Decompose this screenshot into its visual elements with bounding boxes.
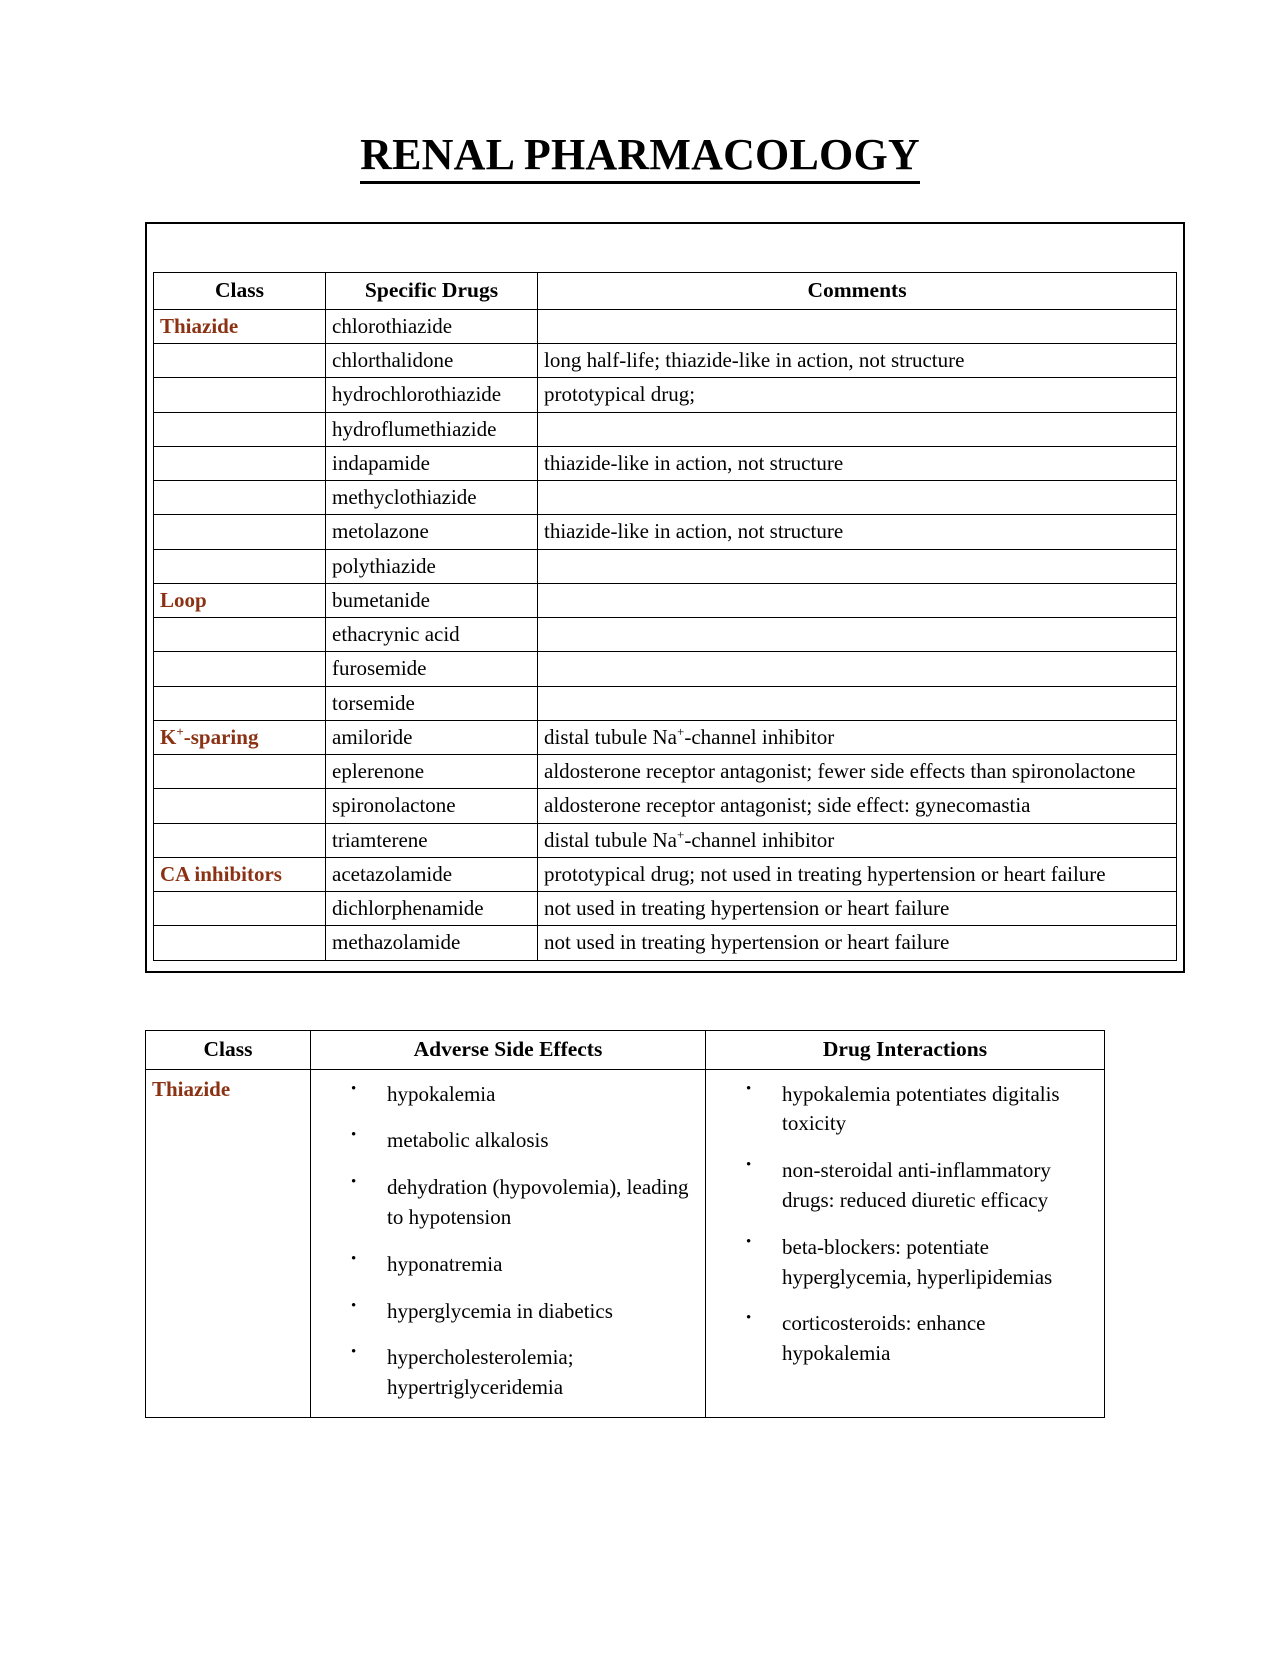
effects-class-cell: Thiazide (146, 1069, 311, 1418)
effects-table-body (146, 1069, 1105, 1418)
superscript: + (676, 826, 685, 842)
drug-comment-cell (538, 549, 1177, 583)
table-row (154, 926, 1177, 960)
drug-comment-cell: thiazide-like in action, not structure (538, 515, 1177, 549)
drug-comment-cell: not used in treating hypertension or heart failure (538, 926, 1177, 960)
column-header-adverse: Adverse Side Effects (311, 1030, 706, 1069)
list-item: • beta-blockers: potentiate hyperglycemia, hyperlipidemias (746, 1233, 1098, 1293)
table-row (154, 755, 1177, 789)
table-row (154, 857, 1177, 891)
drug-comment-cell (538, 412, 1177, 446)
table-row (154, 378, 1177, 412)
table-row (154, 412, 1177, 446)
table-row (154, 515, 1177, 549)
drug-name-cell: hydroflumethiazide (326, 412, 538, 446)
frame-top-spacer (153, 232, 1177, 272)
drug-class-cell (154, 378, 326, 412)
table-row (154, 652, 1177, 686)
drug-interactions-cell-list (712, 1080, 1098, 1370)
page-title (80, 0, 1200, 177)
table-row (146, 1069, 1105, 1418)
drug-name-cell: metolazone (326, 515, 538, 549)
list-item: • hyponatremia (351, 1250, 699, 1280)
drug-class-cell (154, 789, 326, 823)
drug-class-cell (154, 926, 326, 960)
adverse-effects-cell-list (317, 1080, 699, 1404)
table-row (154, 618, 1177, 652)
table-row (154, 549, 1177, 583)
list-item: • non-steroidal anti-inflammatory drugs: reduced diuretic efficacy (746, 1156, 1098, 1216)
drug-comment-cell (538, 652, 1177, 686)
drug-comment-cell: prototypical drug; (538, 378, 1177, 412)
drug-comment-cell: prototypical drug; not used in treating hypertension or heart failure (538, 857, 1177, 891)
drug-name-cell: acetazolamide (326, 857, 538, 891)
drug-comment-cell: distal tubule Na+-channel inhibitor (538, 823, 1177, 857)
drug-name-cell: triamterene (326, 823, 538, 857)
effects-table-wrap (145, 1030, 1105, 1418)
drug-table-header-row (154, 273, 1177, 310)
drug-comment-cell: distal tubule Na+-channel inhibitor (538, 720, 1177, 754)
drug-class-cell (154, 515, 326, 549)
drug-comment-cell: not used in treating hypertension or heart failure (538, 892, 1177, 926)
drug-class-cell: Thiazide (154, 309, 326, 343)
drug-comment-cell: aldosterone receptor antagonist; side effect: gynecomastia (538, 789, 1177, 823)
drug-table-body (154, 309, 1177, 960)
column-header-comments: Comments (538, 273, 1177, 310)
list-item: • hyperglycemia in diabetics (351, 1297, 699, 1327)
drug-name-cell: methyclothiazide (326, 481, 538, 515)
drug-class-cell (154, 344, 326, 378)
drug-name-cell: bumetanide (326, 583, 538, 617)
table-row (154, 686, 1177, 720)
column-header-interactions: Drug Interactions (706, 1030, 1105, 1069)
drug-name-cell: indapamide (326, 446, 538, 480)
drug-class-cell (154, 412, 326, 446)
drug-comment-cell: aldosterone receptor antagonist; fewer side effects than spironolactone (538, 755, 1177, 789)
drug-class-cell: K+-sparing (154, 720, 326, 754)
adverse-effects-cell (311, 1069, 706, 1418)
superscript: + (676, 723, 685, 739)
table-row (154, 789, 1177, 823)
table-row (154, 481, 1177, 515)
drug-name-cell: torsemide (326, 686, 538, 720)
drug-name-cell: amiloride (326, 720, 538, 754)
drug-comment-cell: long half-life; thiazide-like in action, not structure (538, 344, 1177, 378)
drug-name-cell: spironolactone (326, 789, 538, 823)
table-row (154, 892, 1177, 926)
drug-name-cell: chlorthalidone (326, 344, 538, 378)
list-item: • metabolic alkalosis (351, 1126, 699, 1156)
effects-table-header-row (146, 1030, 1105, 1069)
drug-table (153, 272, 1177, 961)
table-row (154, 720, 1177, 754)
table-row (154, 344, 1177, 378)
drug-class-cell (154, 549, 326, 583)
list-item: • hypokalemia potentiates digitalis toxicity (746, 1080, 1098, 1140)
list-item: • corticosteroids: enhance hypokalemia (746, 1309, 1098, 1369)
drug-comment-cell (538, 309, 1177, 343)
drug-name-cell: furosemide (326, 652, 538, 686)
drug-table-frame (145, 222, 1185, 973)
drug-interactions-cell (706, 1069, 1105, 1418)
column-header-class: Class (154, 273, 326, 310)
drug-name-cell: ethacrynic acid (326, 618, 538, 652)
list-item: • hypercholesterolemia; hypertriglyceridemia (351, 1343, 699, 1403)
drug-class-cell (154, 618, 326, 652)
drug-name-cell: polythiazide (326, 549, 538, 583)
drug-class-cell (154, 652, 326, 686)
drug-class-cell: Loop (154, 583, 326, 617)
drug-name-cell: methazolamide (326, 926, 538, 960)
table-row (154, 446, 1177, 480)
drug-class-cell (154, 481, 326, 515)
drug-name-cell: hydrochlorothiazide (326, 378, 538, 412)
drug-class-cell: CA inhibitors (154, 857, 326, 891)
drug-class-cell (154, 446, 326, 480)
drug-comment-cell (538, 583, 1177, 617)
superscript: + (176, 723, 184, 739)
drug-comment-cell (538, 686, 1177, 720)
table-row (154, 823, 1177, 857)
drug-comment-cell: thiazide-like in action, not structure (538, 446, 1177, 480)
drug-comment-cell (538, 618, 1177, 652)
drug-class-cell (154, 823, 326, 857)
column-header-class: Class (146, 1030, 311, 1069)
drug-class-cell (154, 755, 326, 789)
list-item: • dehydration (hypovolemia), leading to hypotension (351, 1173, 699, 1233)
column-header-drugs: Specific Drugs (326, 273, 538, 310)
drug-class-cell (154, 686, 326, 720)
list-item: • hypokalemia (351, 1080, 699, 1110)
drug-name-cell: chlorothiazide (326, 309, 538, 343)
table-row (154, 309, 1177, 343)
drug-comment-cell (538, 481, 1177, 515)
effects-table (145, 1030, 1105, 1418)
drug-class-cell (154, 892, 326, 926)
table-row (154, 583, 1177, 617)
page-title-text: RENAL PHARMACOLOGY (360, 130, 920, 184)
drug-name-cell: dichlorphenamide (326, 892, 538, 926)
drug-name-cell: eplerenone (326, 755, 538, 789)
